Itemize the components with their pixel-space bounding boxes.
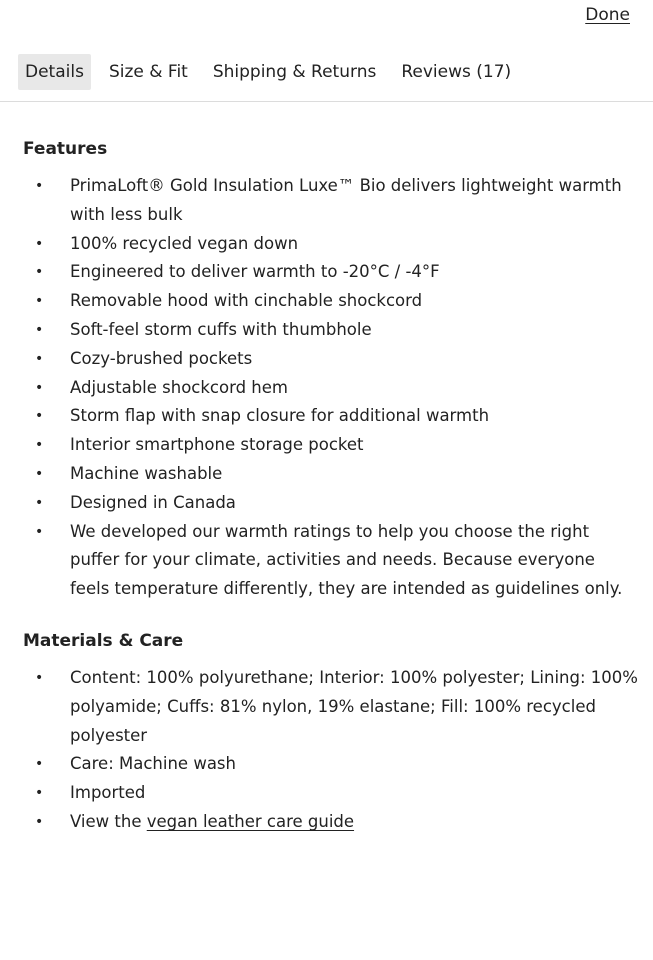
list-item: • Content: 100% polyurethane; Interior: 100% polyester; Lining: 100% polyamide; Cuffs: 81% nylon, 19% elastane; Fill: 100% recycled polyester <box>23 664 638 750</box>
list-item: • Imported <box>23 779 638 808</box>
list-item: • Storm flap with snap closure for additional warmth <box>23 402 638 431</box>
list-item-care-guide <box>23 808 638 837</box>
list-item: • Removable hood with cinchable shockcord <box>23 287 638 316</box>
care-guide-prefix: View the <box>70 811 147 831</box>
list-item: • Soft-feel storm cuffs with thumbhole <box>23 316 638 345</box>
tab-divider <box>0 101 653 102</box>
list-item: • We developed our warmth ratings to help you choose the right puffer for your climate, activities and needs. Because everyone feels temperature differently, they are intended as guidelines only. <box>23 518 638 604</box>
list-item: • Machine washable <box>23 460 638 489</box>
list-item: • Interior smartphone storage pocket <box>23 431 638 460</box>
list-item: • Care: Machine wash <box>23 750 638 779</box>
list-item: • Cozy-brushed pockets <box>23 345 638 374</box>
list-item: • Engineered to deliver warmth to -20°C / -4°F <box>23 258 638 287</box>
list-item: • Adjustable shockcord hem <box>23 374 638 403</box>
materials-heading: Materials & Care <box>23 630 184 651</box>
list-item: • 100% recycled vegan down <box>23 230 638 259</box>
care-guide-link[interactable]: vegan leather care guide <box>146 811 355 831</box>
tab-details[interactable]: Details <box>18 54 91 90</box>
details-panel <box>23 134 638 837</box>
tab-shipping-returns[interactable]: Shipping & Returns <box>212 62 377 82</box>
materials-list <box>23 664 638 837</box>
tab-size-fit[interactable]: Size & Fit <box>108 62 188 82</box>
list-item: • Designed in Canada <box>23 489 638 518</box>
list-item: • PrimaLoft® Gold Insulation Luxe™ Bio delivers lightweight warmth with less bulk <box>23 172 638 230</box>
materials-section <box>23 626 638 837</box>
features-list <box>23 172 638 604</box>
features-heading: Features <box>23 139 108 159</box>
done-button[interactable]: Done <box>585 5 630 25</box>
tab-bar <box>18 54 653 90</box>
tab-reviews[interactable]: Reviews (17) <box>401 62 512 82</box>
